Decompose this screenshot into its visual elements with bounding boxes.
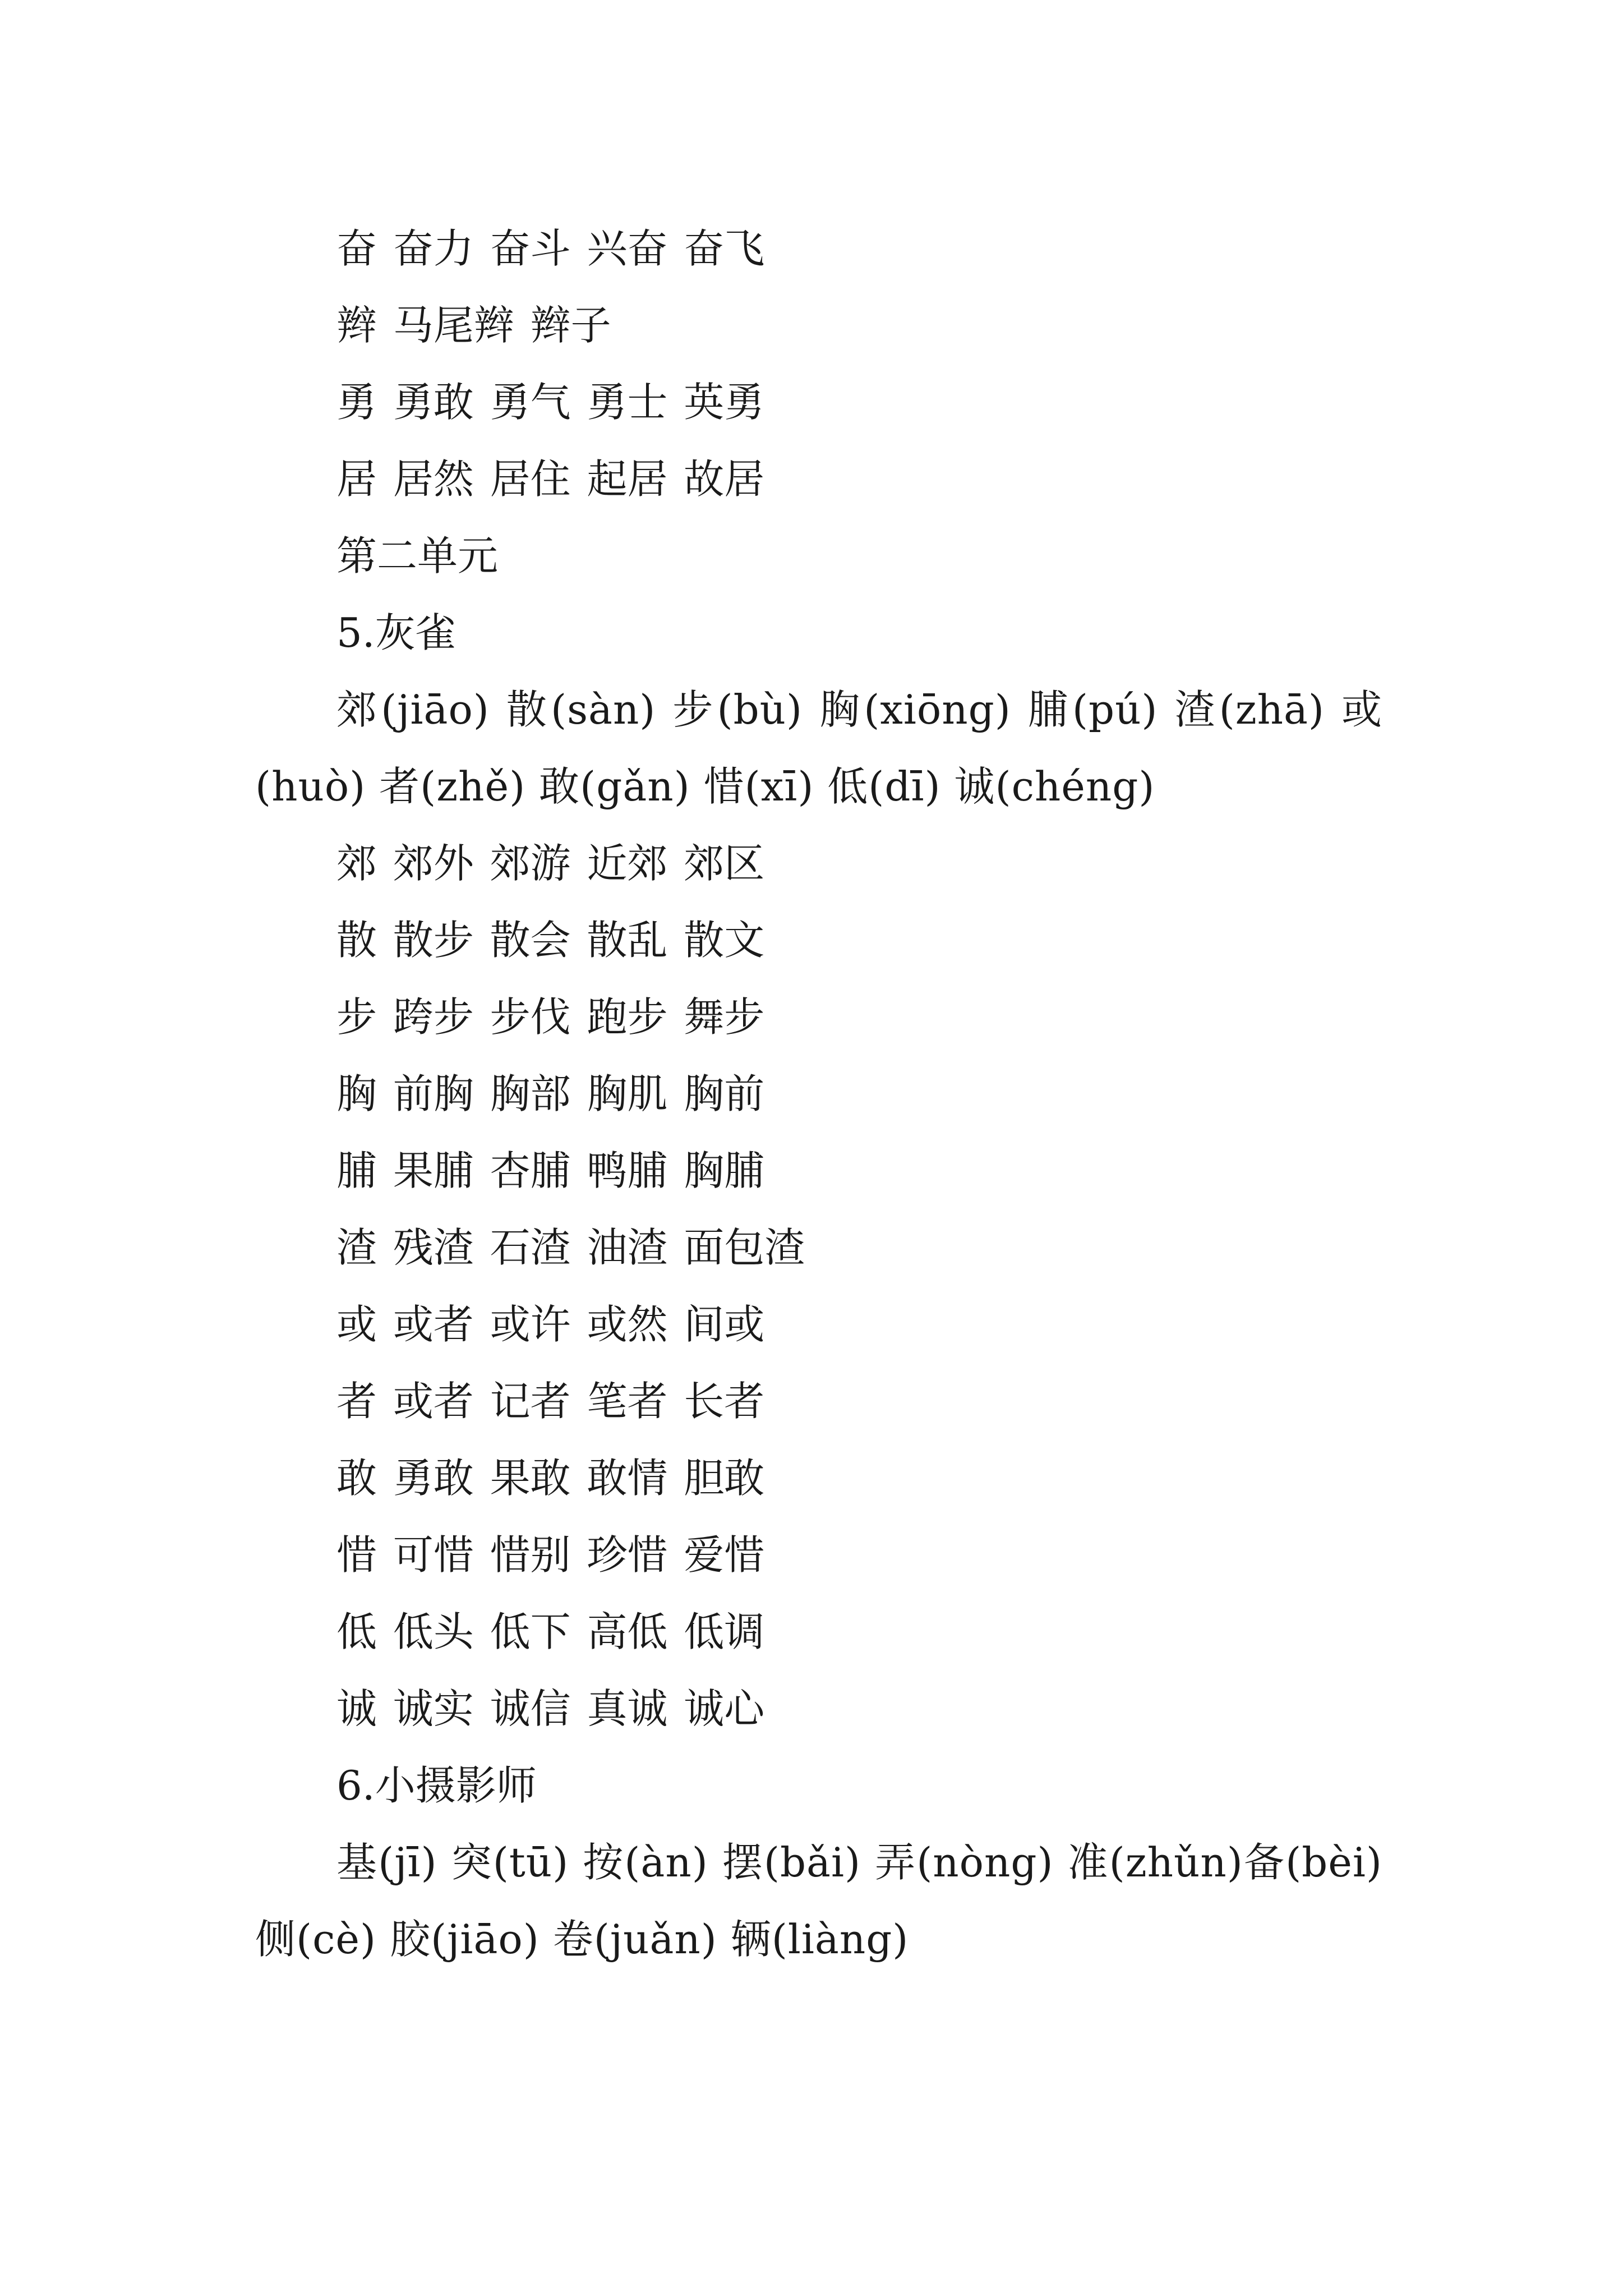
vocab-word: 勇士 xyxy=(587,379,668,426)
vocab-word: 跑步 xyxy=(587,993,668,1041)
vocab-word: 马尾辫 xyxy=(393,302,514,349)
vocab-line xyxy=(255,1363,1382,1440)
vocab-word: 或者 xyxy=(393,1378,474,1425)
vocab-word: 舞步 xyxy=(684,993,765,1041)
vocab-word: 散会 xyxy=(490,917,571,964)
vocab-line xyxy=(255,364,1382,441)
head-character: 敢 xyxy=(336,1455,377,1502)
vocab-word: 跨步 xyxy=(393,993,474,1041)
head-character: 郊 xyxy=(336,840,377,887)
vocab-word: 珍惜 xyxy=(587,1531,668,1579)
vocab-word: 或然 xyxy=(587,1301,668,1348)
vocab-word: 果脯 xyxy=(393,1147,474,1194)
vocab-word: 辫子 xyxy=(530,302,611,349)
vocab-word: 真诚 xyxy=(587,1685,668,1732)
vocab-word: 郊区 xyxy=(684,840,765,887)
vocab-word: 近郊 xyxy=(587,840,668,887)
head-character: 居 xyxy=(336,455,377,503)
head-character: 渣 xyxy=(336,1224,377,1271)
vocab-word: 或者 xyxy=(393,1301,474,1348)
vocab-word: 胸肌 xyxy=(587,1070,668,1117)
vocab-word: 英勇 xyxy=(684,379,765,426)
vocab-line xyxy=(255,825,1382,902)
head-character: 勇 xyxy=(336,379,377,426)
vocab-word: 勇敢 xyxy=(393,379,474,426)
vocab-word: 奋斗 xyxy=(490,225,571,272)
vocab-word: 散乱 xyxy=(587,917,668,964)
vocab-word: 胸部 xyxy=(490,1070,571,1117)
vocab-word: 奋力 xyxy=(393,225,474,272)
vocab-line xyxy=(255,1440,1382,1517)
vocab-word: 郊外 xyxy=(393,840,474,887)
vocab-line xyxy=(255,1594,1382,1671)
vocab-line xyxy=(255,1209,1382,1286)
head-character: 辫 xyxy=(336,302,377,349)
head-character: 奋 xyxy=(336,225,377,272)
head-character: 步 xyxy=(336,993,377,1041)
vocab-word: 杏脯 xyxy=(490,1147,571,1194)
vocab-word: 居然 xyxy=(393,455,474,503)
vocab-word: 残渣 xyxy=(393,1224,474,1271)
vocab-word: 诚心 xyxy=(684,1685,765,1732)
vocab-word: 胸脯 xyxy=(684,1147,765,1194)
section-heading: 5.灰雀 xyxy=(336,609,456,656)
vocab-word: 果敢 xyxy=(490,1455,571,1502)
vocab-word: 诚实 xyxy=(393,1685,474,1732)
vocab-line xyxy=(255,902,1382,979)
vocab-word: 胸前 xyxy=(684,1070,765,1117)
vocab-line xyxy=(255,210,1382,287)
head-character: 或 xyxy=(336,1301,377,1348)
vocab-word: 居住 xyxy=(490,455,571,503)
vocab-word: 奋飞 xyxy=(684,225,765,272)
head-character: 者 xyxy=(336,1378,377,1425)
vocab-line xyxy=(255,979,1382,1056)
section-heading: 第二单元 xyxy=(336,532,499,579)
vocab-word: 故居 xyxy=(684,455,765,503)
vocab-word: 石渣 xyxy=(490,1224,571,1271)
vocab-word: 低下 xyxy=(490,1608,571,1655)
vocab-word: 散文 xyxy=(684,917,765,964)
head-character: 脯 xyxy=(336,1147,377,1194)
vocab-word: 勇敢 xyxy=(393,1455,474,1502)
head-character: 胸 xyxy=(336,1070,377,1117)
vocab-word: 低头 xyxy=(393,1608,474,1655)
vocab-line xyxy=(255,287,1382,364)
vocab-word: 记者 xyxy=(490,1378,571,1425)
pinyin-paragraph: 郊(jiāo) 散(sàn) 步(bù) 胸(xiōng) 脯(pú) 渣(zhā) 或(huò) 者(zhě) 敢(gǎn) 惜(xī) 低(dī) 诚(chéng) xyxy=(255,686,1382,810)
vocab-word: 低调 xyxy=(684,1608,765,1655)
document-body xyxy=(255,210,1382,1978)
vocab-line xyxy=(255,1286,1382,1363)
head-character: 惜 xyxy=(336,1531,377,1579)
vocab-word: 长者 xyxy=(684,1378,765,1425)
vocab-word: 诚信 xyxy=(490,1685,571,1732)
vocab-word: 爱惜 xyxy=(684,1531,765,1579)
vocab-line xyxy=(255,1056,1382,1133)
vocab-word: 兴奋 xyxy=(587,225,668,272)
vocab-word: 前胸 xyxy=(393,1070,474,1117)
vocab-word: 胆敢 xyxy=(684,1455,765,1502)
vocab-word: 惜别 xyxy=(490,1531,571,1579)
head-character: 诚 xyxy=(336,1685,377,1732)
vocab-line xyxy=(255,1517,1382,1594)
vocab-word: 步伐 xyxy=(490,993,571,1041)
head-character: 散 xyxy=(336,917,377,964)
vocab-word: 油渣 xyxy=(587,1224,668,1271)
vocab-line xyxy=(255,1671,1382,1747)
pinyin-paragraph: 基(jī) 突(tū) 按(àn) 摆(bǎi) 弄(nòng) 准(zhǔn)备(bèi)侧(cè) 胶(jiāo) 卷(juǎn) 辆(liàng) xyxy=(255,1839,1382,1963)
vocab-word: 勇气 xyxy=(490,379,571,426)
vocab-line xyxy=(255,441,1382,518)
vocab-word: 笔者 xyxy=(587,1378,668,1425)
vocab-word: 面包渣 xyxy=(684,1224,805,1271)
vocab-word: 可惜 xyxy=(393,1531,474,1579)
vocab-word: 散步 xyxy=(393,917,474,964)
vocab-word: 高低 xyxy=(587,1608,668,1655)
section-heading: 6.小摄影师 xyxy=(336,1762,537,1809)
vocab-word: 鸭脯 xyxy=(587,1147,668,1194)
head-character: 低 xyxy=(336,1608,377,1655)
vocab-word: 间或 xyxy=(684,1301,765,1348)
vocab-line xyxy=(255,1133,1382,1209)
vocab-word: 郊游 xyxy=(490,840,571,887)
vocab-word: 起居 xyxy=(587,455,668,503)
vocab-word: 敢情 xyxy=(587,1455,668,1502)
vocab-word: 或许 xyxy=(490,1301,571,1348)
